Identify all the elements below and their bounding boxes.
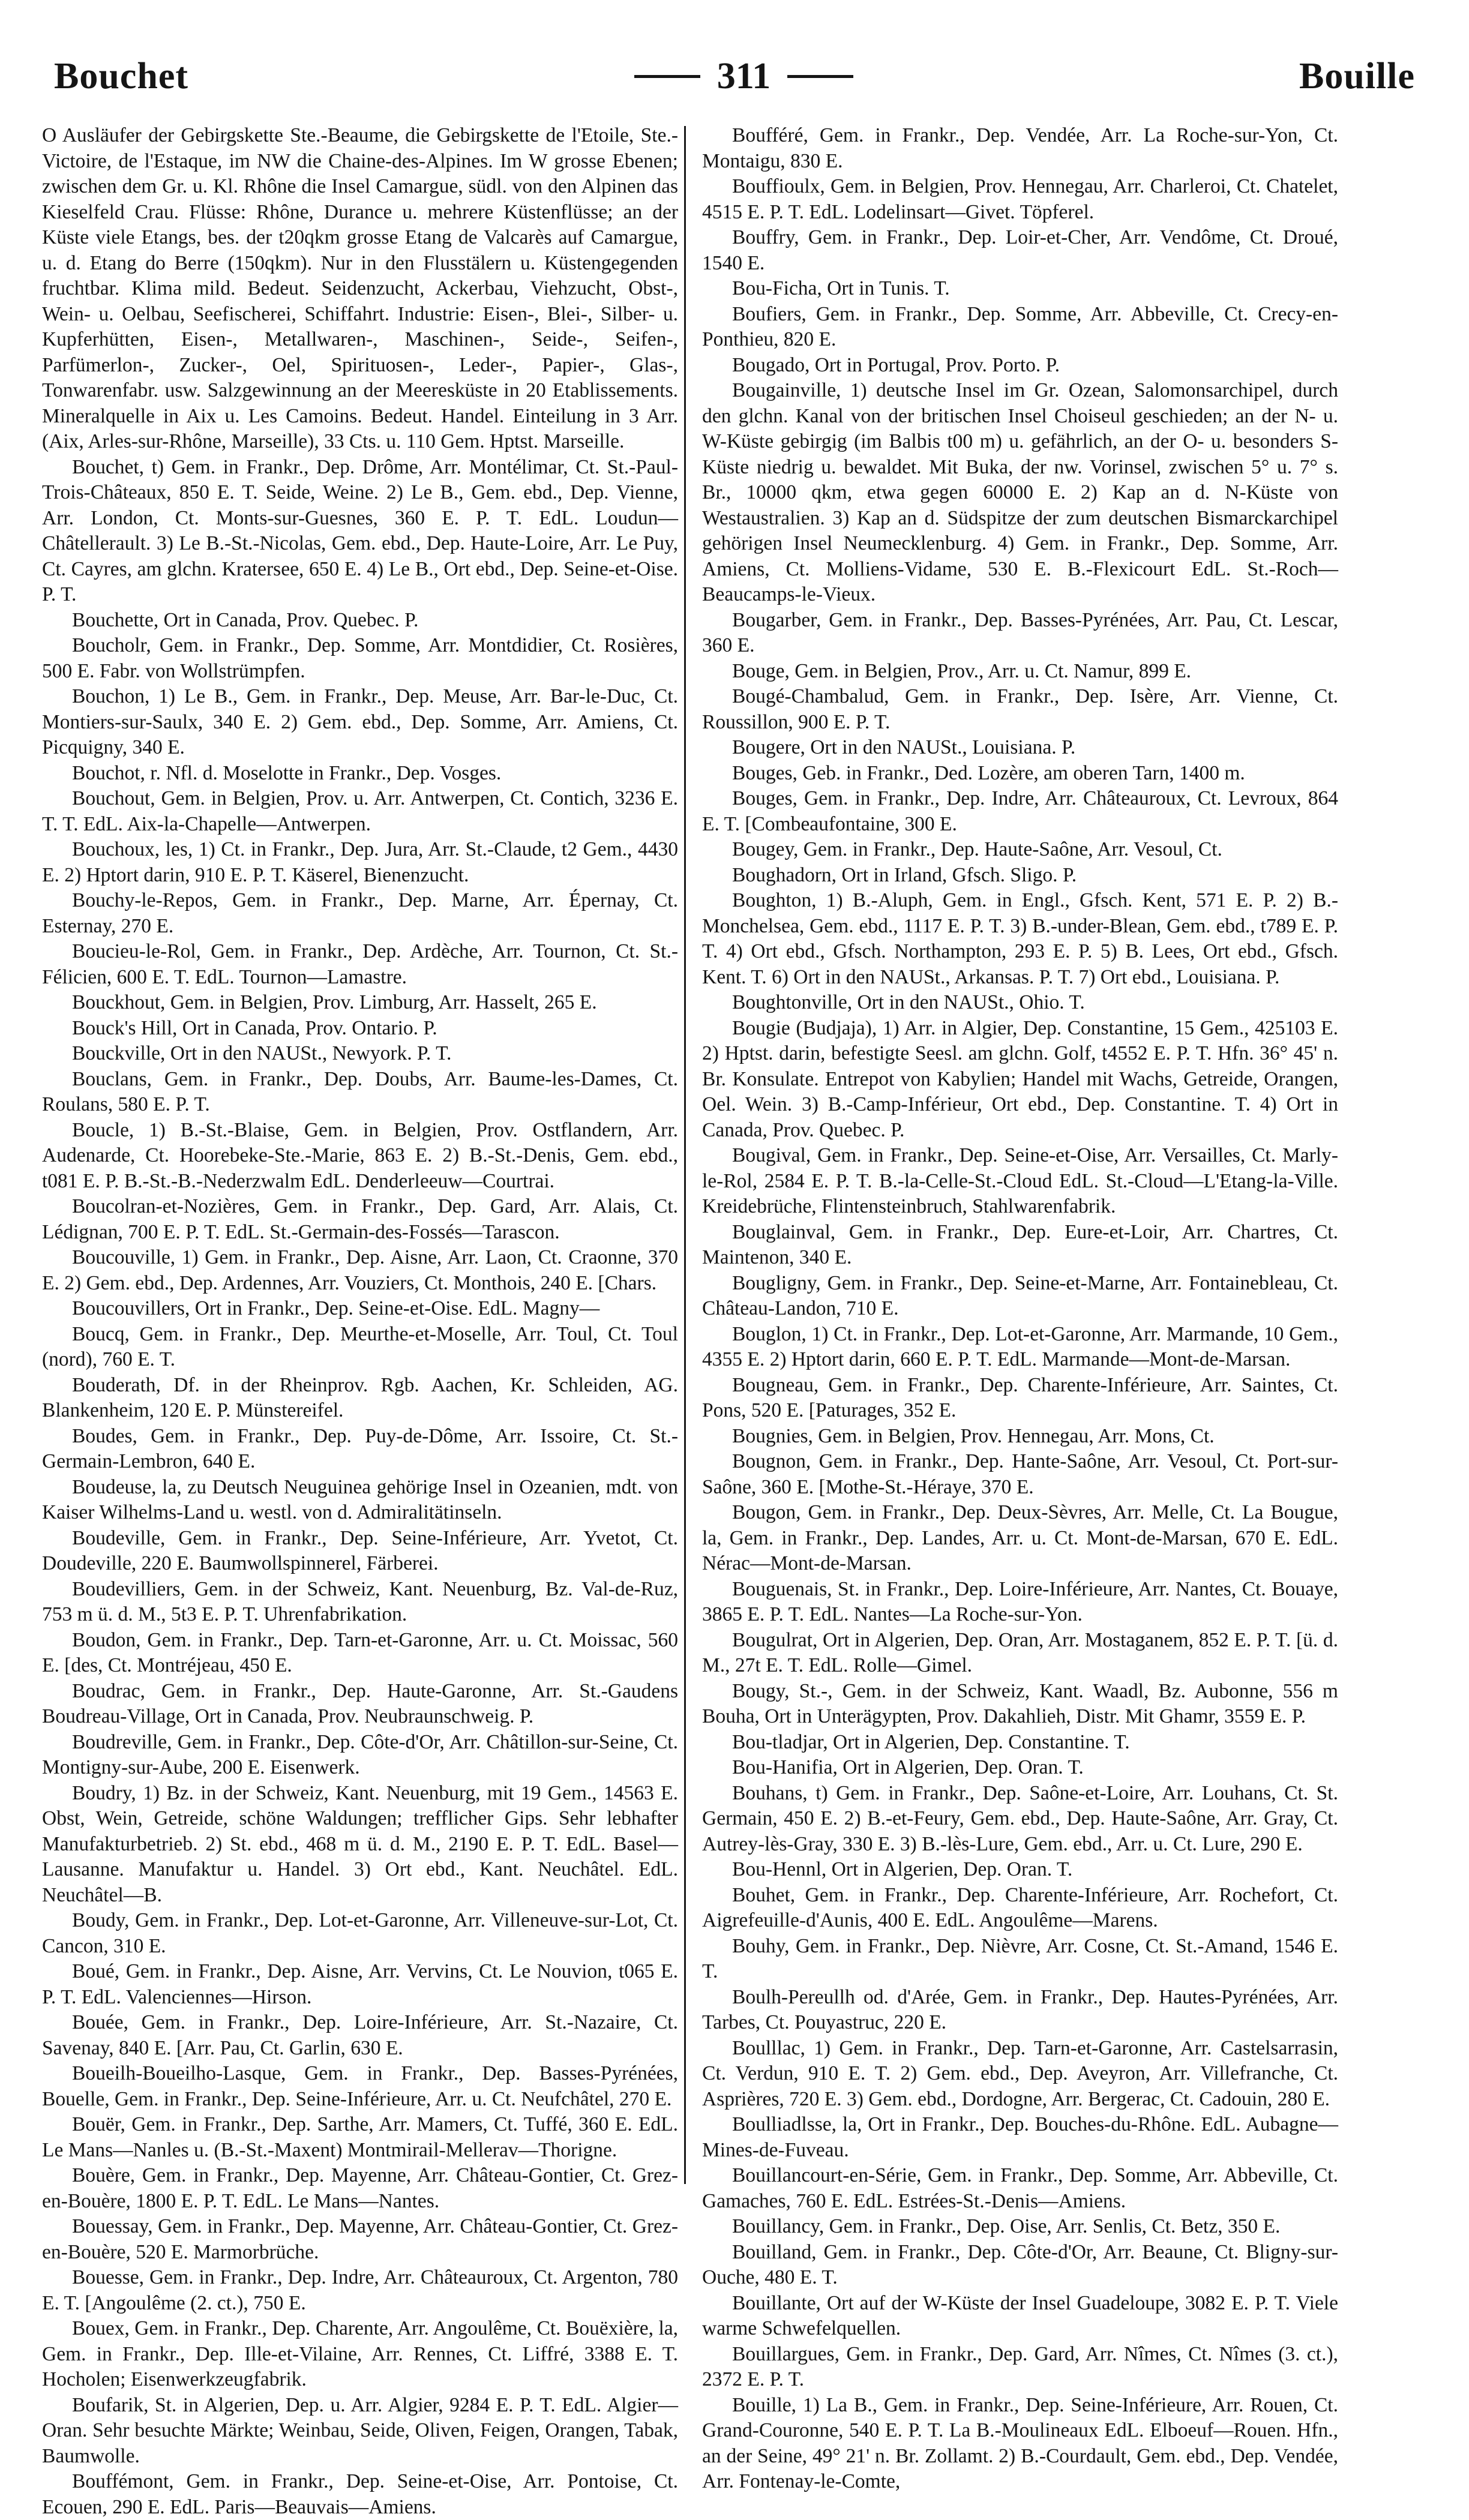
dictionary-entry: Bougarber, Gem. in Frankr., Dep. Basses-Pyrénées, Arr. Pau, Ct. Lescar, 360 E. (702, 608, 1338, 656)
dictionary-entry: Bougnies, Gem. in Belgien, Prov. Hennegau, Arr. Mons, Ct. (732, 1424, 1215, 1447)
dictionary-entry: Bouchy-le-Repos, Gem. in Frankr., Dep. Marne, Arr. Épernay, Ct. Esternay, 270 E. (42, 889, 678, 937)
dictionary-entry: Bouillargues, Gem. in Frankr., Dep. Gard, Arr. Nîmes, Ct. Nîmes (3. ct.), 2372 E. P. T. (702, 2342, 1338, 2390)
dictionary-entry: Bougainville, 1) deutsche Insel im Gr. Ozean, Salomonsarchipel, durch den glchn. Kanal von der britischen Insel Choiseul geschieden; an der N- u. W-Küste gebirgig (im Balbis t00 m) u. gefährlich, an der O- u. besonders S-Küste niedrig u. bewaldet. Mit Buka, der nw. Vorinsel, zwischen 5° u. 7° s. Br., 10000 qkm, etwa gegen 60000 E. 2) Kap an d. N-Küste von Westaustralien. 3) Kap an d. Südspitze der zum deutschen Bismarckarchipel gehörigen Insel Neumecklenburg. 4) Gem. in Frankr., Dep. Somme, Arr. Amiens, Ct. Molliens-Vidame, 530 E. B.-Flexicourt EdL. St.-Roch—Beaucamps-le-Vieux. (702, 379, 1338, 605)
dictionary-entry: Bougy, St.-, Gem. in der Schweiz, Kant. Waadl, Bz. Aubonne, 556 m Bouha, Ort in Unterägypten, Prov. Dakahlieh, Distr. Mit Ghamr, 3559 E. P. (702, 1679, 1338, 1727)
dictionary-entry: Bouckhout, Gem. in Belgien, Prov. Limburg, Arr. Hasselt, 265 E. (72, 991, 597, 1013)
dictionary-entry: Bougey, Gem. in Frankr., Dep. Haute-Saône, Arr. Vesoul, Ct. (732, 838, 1222, 860)
dictionary-entry: Bouër, Gem. in Frankr., Dep. Sarthe, Arr. Mamers, Ct. Tuffé, 360 E. EdL. Le Mans—Nanles u. (B.-St.-Maxent) Montmirail-Mellerav—Thorigne. (42, 2113, 678, 2161)
dictionary-entry: Bouges, Gem. in Frankr., Dep. Indre, Arr. Châteauroux, Ct. Levroux, 864 E. T. [Combeaufontaine, 300 E. (702, 787, 1338, 835)
dictionary-entry: Boulh-Pereullh od. d'Arée, Gem. in Frankr., Dep. Hautes-Pyrénées, Arr. Tarbes, Ct. Pouyastruc, 220 E. (702, 1985, 1338, 2033)
dictionary-entry: Boudeuse, la, zu Deutsch Neuguinea gehörige Insel in Ozeanien, mdt. von Kaiser Wilhelms-Land u. westl. von d. Admiralitätinseln. (42, 1475, 678, 1523)
dictionary-entry: Boueilh-Boueilho-Lasque, Gem. in Frankr., Dep. Basses-Pyrénées, Bouelle, Gem. in Frankr., Dep. Seine-Inférieure, Arr. u. Ct. Neufchâtel, 270 E. (42, 2062, 678, 2110)
dictionary-entry: Bou-Hennl, Ort in Algerien, Dep. Oran. T. (732, 1858, 1073, 1880)
dictionary-entry: Bougie (Budjaja), 1) Arr. in Algier, Dep. Constantine, 15 Gem., 425103 E. 2) Hptst. darin, befestigte Seesl. am glchn. Golf, t4552 E. P. T. Hfn. 36° 45' n. Br. Konsulate. Entrepot von Kabylien; Handel mit Wachs, Getreide, Orangen, Oel. Wein. 3) B.-Camp-Inférieur, Ort ebd., Dep. Constantine. T. 4) Ort in Canada, Prov. Quebec. P. (702, 1016, 1338, 1141)
dictionary-entry: Bouhans, t) Gem. in Frankr., Dep. Saône-et-Loire, Arr. Louhans, Ct. St. Germain, 450 E. 2) B.-et-Feury, Gem. ebd., Dep. Haute-Saône, Arr. Gray, Ct. Autrey-lès-Gray, 330 E. 3) B.-lès-Lure, Gem. ebd., Arr. u. Ct. Lure, 290 E. (702, 1781, 1338, 1855)
dictionary-entry: Boufiers, Gem. in Frankr., Dep. Somme, Arr. Abbeville, Ct. Crecy-en-Ponthieu, 820 E. (702, 302, 1338, 350)
dictionary-entry: Bouille, 1) La B., Gem. in Frankr., Dep. Seine-Inférieure, Arr. Rouen, Ct. Grand-Couronne, 540 E. P. T. La B.-Moulineaux EdL. Elboeuf—Rouen. Hfn., an der Seine, 49° 21' n. Br. Zollamt. 2) B.-Courdault, Gem. ebd., Dep. Vendée, Arr. Fontenay-le-Comte, (702, 2393, 1338, 2492)
dictionary-entry: Boughton, 1) B.-Aluph, Gem. in Engl., Gfsch. Kent, 571 E. P. 2) B.-Monchelsea, Gem. ebd., 1117 E. P. T. 3) B.-under-Blean, Gem. ebd., t789 E. P. T. 4) Ort ebd., Gfsch. Northampton, 293 E. P. 5) B. Lees, Ort ebd., Gfsch. Kent. T. 6) Ort in den NAUSt., Arkansas. P. T. 7) Ort ebd., Louisiana. P. (702, 889, 1338, 988)
dictionary-entry: Bouchon, 1) Le B., Gem. in Frankr., Dep. Meuse, Arr. Bar-le-Duc, Ct. Montiers-sur-Saulx, 340 E. 2) Gem. ebd., Dep. Somme, Arr. Amiens, Ct. Picquigny, 340 E. (42, 685, 678, 758)
dictionary-entry: Boucouvillers, Ort in Frankr., Dep. Seine-et-Oise. EdL. Magny— (72, 1297, 600, 1319)
dictionary-entry: Bou-Ficha, Ort in Tunis. T. (732, 277, 950, 299)
dictionary-entry: Bouchette, Ort in Canada, Prov. Quebec. P. (72, 608, 419, 631)
dictionary-entry: Bougneau, Gem. in Frankr., Dep. Charente-Inférieure, Arr. Saintes, Ct. Pons, 520 E. [Paturages, 352 E. (702, 1373, 1338, 1421)
header-left-word: Bouchet (54, 55, 188, 97)
dictionary-entry: Bouglon, 1) Ct. in Frankr., Dep. Lot-et-Garonne, Arr. Marmande, 10 Gem., 4355 E. 2) Hptort darin, 660 E. P. T. EdL. Marmande—Mont-de-Marsan. (702, 1322, 1338, 1370)
dictionary-entry: Bouillante, Ort auf der W-Küste der Insel Guadeloupe, 3082 E. P. T. Viele warme Schwefelquellen. (702, 2291, 1338, 2339)
dictionary-entry: Bougulrat, Ort in Algerien, Dep. Oran, Arr. Mostaganem, 852 E. P. T. [ü. d. M., 27t E. T. EdL. Rolle—Gimel. (702, 1628, 1338, 1676)
dictionary-entry: Bougligny, Gem. in Frankr., Dep. Seine-et-Marne, Arr. Fontainebleau, Ct. Château-Landon, 710 E. (702, 1271, 1338, 1319)
dictionary-entry: Bougé-Chambalud, Gem. in Frankr., Dep. Isère, Arr. Vienne, Ct. Roussillon, 900 E. P. T. (702, 685, 1338, 733)
dictionary-entry: Bouffioulx, Gem. in Belgien, Prov. Hennegau, Arr. Charleroi, Ct. Chatelet, 4515 E. P. T. EdL. Lodelinsart—Givet. Töpferel. (702, 175, 1338, 223)
dictionary-entry: Bouge, Gem. in Belgien, Prov., Arr. u. Ct. Namur, 899 E. (732, 659, 1192, 682)
dictionary-entry: Bou-tladjar, Ort in Algerien, Dep. Constantine. T. (732, 1730, 1130, 1753)
header-page-number-group (634, 55, 854, 98)
dictionary-entry: Boughtonville, Ort in den NAUSt., Ohio. T. (732, 991, 1085, 1013)
dictionary-entry: Boudrac, Gem. in Frankr., Dep. Haute-Garonne, Arr. St.-Gaudens Boudreau-Village, Ort in Canada, Prov. Neubraunschweig. P. (42, 1679, 678, 1727)
dictionary-entry: Bouffémont, Gem. in Frankr., Dep. Seine-et-Oise, Arr. Pontoise, Ct. Ecouen, 290 E. EdL. Paris—Beauvais—Amiens. (42, 2470, 678, 2518)
dictionary-entry: Boudes, Gem. in Frankr., Dep. Puy-de-Dôme, Arr. Issoire, Ct. St.-Germain-Lembron, 640 E. (42, 1424, 678, 1472)
dictionary-entry: Bouchoux, les, 1) Ct. in Frankr., Dep. Jura, Arr. St.-Claude, t2 Gem., 4430 E. 2) Hptort darin, 910 E. P. T. Käserel, Bienenzucht. (42, 838, 678, 886)
dictionary-entry: Bouhet, Gem. in Frankr., Dep. Charente-Inférieure, Arr. Rochefort, Ct. Aigrefeuille-d'Aunis, 400 E. EdL. Angoulême—Marens. (702, 1883, 1338, 1931)
dictionary-entry: Boudreville, Gem. in Frankr., Dep. Côte-d'Or, Arr. Châtillon-sur-Seine, Ct. Montigny-sur-Aube, 200 E. Eisenwerk. (42, 1730, 678, 1778)
dictionary-entry: Boudevilliers, Gem. in der Schweiz, Kant. Neuenburg, Bz. Val-de-Ruz, 753 m ü. d. M., 5t3 E. P. T. Uhrenfabrikation. (42, 1577, 678, 1625)
dictionary-entry: Boudy, Gem. in Frankr., Dep. Lot-et-Garonne, Arr. Villeneuve-sur-Lot, Ct. Cancon, 310 E. (42, 1909, 678, 1957)
dictionary-entry: O Ausläufer der Gebirgskette Ste.-Beaume, die Gebirgskette de l'Etoile, Ste.-Victoire, de l'Estaque, im NW die Chaine-des-Alpines. Im W grosse Ebenen; zwischen dem Gr. u. Kl. Rhône die Insel Camargue, südl. von den Alpinen das Kieselfeld Crau. Flüsse: Rhône, Durance u. mehrere Küstenflüsse; an der Küste viele Etangs, bes. der t20qkm grosse Etang de Valcarès auf Camargue, u. d. Etang do Berre (150qkm). Nur in den Flusstälern u. Küstengegenden fruchtbar. Klima mild. Bedeut. Seidenzucht, Ackerbau, Viehzucht, Obst-, Wein- u. Oelbau, Seefischerei, Schiffahrt. Industrie: Eisen-, Blei-, Silber- u. Kupferhütten, Eisen-, Metallwaren-, Maschinen-, Seide-, Seifen-, Parfümerlon-, Zucker-, Oel, Spirituosen-, Leder-, Papier-, Glas-, Tonwarenfabr. usw. Salzgewinnung an der Meeresküste in 20 Etablissements. Mineralquelle in Aix u. Les Camoins. Bedeut. Handel. Einteilung in 3 Arr. (Aix, Arles-sur-Rhône, Marseille), 33 Cts. u. 110 Gem. Hptst. Marseille. (42, 124, 678, 452)
dictionary-entry: Bouffry, Gem. in Frankr., Dep. Loir-et-Cher, Arr. Vendôme, Ct. Droué, 1540 E. (702, 226, 1338, 274)
dictionary-entry: Bouchet, t) Gem. in Frankr., Dep. Drôme, Arr. Montélimar, Ct. St.-Paul-Trois-Châteaux, 850 E. T. Seide, Weine. 2) Le B., Gem. ebd., Dep. Vienne, Arr. London, Ct. Monts-sur-Guesnes, 360 E. P. T. EdL. Loudun—Châtellerault. 3) Le B.-St.-Nicolas, Gem. ebd., Dep. Haute-Loire, Arr. Le Puy, Ct. Cayres, am glchn. Kratersee, 650 E. 4) Le B., Ort ebd., Dep. Seine-et-Oise. P. T. (42, 455, 678, 605)
dictionary-entry: Boucouville, 1) Gem. in Frankr., Dep. Aisne, Arr. Laon, Ct. Craonne, 370 E. 2) Gem. ebd., Dep. Ardennes, Arr. Vouziers, Ct. Monthois, 240 E. [Chars. (42, 1246, 678, 1294)
dictionary-entry: Boulliadlsse, la, Ort in Frankr., Dep. Bouches-du-Rhône. EdL. Aubagne—Mines-de-Fuveau. (702, 2113, 1338, 2161)
dictionary-entry: Bouck's Hill, Ort in Canada, Prov. Ontario. P. (72, 1016, 437, 1039)
dictionary-entry: Boughadorn, Ort in Irland, Gfsch. Sligo. P. (732, 863, 1077, 886)
dictionary-entry: Bouhy, Gem. in Frankr., Dep. Nièvre, Arr. Cosne, Ct. St.-Amand, 1546 E. T. (702, 1934, 1338, 1982)
dictionary-entry: Bouglainval, Gem. in Frankr., Dep. Eure-et-Loir, Arr. Chartres, Ct. Maintenon, 340 E. (702, 1220, 1338, 1268)
dictionary-entry: Boucholr, Gem. in Frankr., Dep. Somme, Arr. Montdidier, Ct. Rosières, 500 E. Fabr. von Wollstrümpfen. (42, 634, 678, 682)
dictionary-entry: Boucieu-le-Rol, Gem. in Frankr., Dep. Ardèche, Arr. Tournon, Ct. St.-Félicien, 600 E. T. EdL. Tournon—Lamastre. (42, 940, 678, 988)
dictionary-entry: Boué, Gem. in Frankr., Dep. Aisne, Arr. Vervins, Ct. Le Nouvion, t065 E. P. T. EdL. Valenciennes—Hirson. (42, 1960, 678, 2008)
dictionary-entry: Bougival, Gem. in Frankr., Dep. Seine-et-Oise, Arr. Versailles, Ct. Marly-le-Rol, 2584 E. P. T. B.-la-Celle-St.-Cloud EdL. St.-Cloud—L'Etang-la-Ville. Kreidebrüche, Flintensteinbruch, Stahlwarenfabrik. (702, 1144, 1338, 1217)
dictionary-entry: Bougado, Ort in Portugal, Prov. Porto. P. (732, 353, 1060, 376)
dictionary-entry: Bouderath, Df. in der Rheinprov. Rgb. Aachen, Kr. Schleiden, AG. Blankenheim, 120 E. P. Münstereifel. (42, 1373, 678, 1421)
dictionary-entry: Boudon, Gem. in Frankr., Dep. Tarn-et-Garonne, Arr. u. Ct. Moissac, 560 E. [des, Ct. Montréjeau, 450 E. (42, 1628, 678, 1676)
dictionary-entry: Boucq, Gem. in Frankr., Dep. Meurthe-et-Moselle, Arr. Toul, Ct. Toul (nord), 760 E. T. (42, 1322, 678, 1370)
dictionary-entry: Bouckville, Ort in den NAUSt., Newyork. P. T. (72, 1042, 452, 1064)
dictionary-entry: Bouesse, Gem. in Frankr., Dep. Indre, Arr. Châteauroux, Ct. Argenton, 780 E. T. [Angoulême (2. ct.), 750 E. (42, 2266, 678, 2314)
dictionary-entry: Bouchot, r. Nfl. d. Moselotte in Frankr., Dep. Vosges. (72, 761, 502, 784)
dictionary-entry: Boudry, 1) Bz. in der Schweiz, Kant. Neuenburg, mit 19 Gem., 14563 E. Obst, Wein, Getreide, schöne Waldungen; trefflicher Gips. Sehr lebhafter Manufakturbetrieb. 2) St. ebd., 468 m ü. d. M., 2190 E. P. T. EdL. Basel—Lausanne. Manufaktur u. Handel. 3) Ort ebd., Kant. Neuchâtel. EdL. Neuchâtel—B. (42, 1781, 678, 1906)
dictionary-entry: Bougnon, Gem. in Frankr., Dep. Hante-Saône, Arr. Vesoul, Ct. Port-sur-Saône, 360 E. [Mothe-St.-Héraye, 370 E. (702, 1450, 1338, 1498)
dictionary-entry: Boudeville, Gem. in Frankr., Dep. Seine-Inférieure, Arr. Yvetot, Ct. Doudeville, 220 E. Baumwollspinnerel, Färberei. (42, 1526, 678, 1574)
header-dash-right (787, 75, 853, 78)
dictionary-entry: Bouée, Gem. in Frankr., Dep. Loire-Inférieure, Arr. St.-Nazaire, Ct. Savenay, 840 E. [Arr. Pau, Ct. Garlin, 630 E. (42, 2011, 678, 2059)
dictionary-entry: Boucle, 1) B.-St.-Blaise, Gem. in Belgien, Prov. Ostflandern, Arr. Audenarde, Ct. Hoorebeke-Ste.-Marie, 863 E. 2) B.-St.-Denis, Gem. ebd., t081 E. P. B.-St.-B.-Nederzwalm EdL. Denderleeuw—Courtrai. (42, 1118, 678, 1192)
dictionary-entry: Bouex, Gem. in Frankr., Dep. Charente, Arr. Angoulême, Ct. Bouëxière, la, Gem. in Frankr., Dep. Ille-et-Vilaine, Arr. Rennes, Ct. Liffré, 3388 E. T. Hocholen; Eisenwerkzeugfabrik. (42, 2317, 678, 2390)
dictionary-entry: Bouguenais, St. in Frankr., Dep. Loire-Inférieure, Arr. Nantes, Ct. Bouaye, 3865 E. P. T. EdL. Nantes—La Roche-sur-Yon. (702, 1577, 1338, 1625)
left-column (42, 123, 678, 2518)
dictionary-entry: Boucolran-et-Nozières, Gem. in Frankr., Dep. Gard, Arr. Alais, Ct. Lédignan, 700 E. P. T. EdL. St.-Germain-des-Fossés—Tarascon. (42, 1195, 678, 1243)
dictionary-entry: Bougere, Ort in den NAUSt., Louisiana. P. (732, 736, 1076, 758)
dictionary-entry: Boulllac, 1) Gem. in Frankr., Dep. Tarn-et-Garonne, Arr. Castelsarrasin, Ct. Verdun, 910 E. T. 2) Gem. ebd., Dep. Aveyron, Arr. Villefranche, Ct. Asprières, 720 E. 3) Gem. ebd., Dordogne, Arr. Bergerac, Ct. Cadouin, 280 E. (702, 2036, 1338, 2110)
dictionary-entry: Bouère, Gem. in Frankr., Dep. Mayenne, Arr. Château-Gontier, Ct. Grez-en-Bouère, 1800 E. P. T. EdL. Le Mans—Nantes. (42, 2164, 678, 2212)
dictionary-entry: Bouchout, Gem. in Belgien, Prov. u. Arr. Antwerpen, Ct. Contich, 3236 E. T. T. EdL. Aix-la-Chapelle—Antwerpen. (42, 787, 678, 835)
page-header (54, 43, 1415, 109)
dictionary-entry: Bouges, Geb. in Frankr., Ded. Lozère, am oberen Tarn, 1400 m. (732, 761, 1245, 784)
dictionary-entry: Bougon, Gem. in Frankr., Dep. Deux-Sèvres, Arr. Melle, Ct. La Bougue, la, Gem. in Frankr., Dep. Landes, Arr. u. Ct. Mont-de-Marsan, 670 E. EdL. Nérac—Mont-de-Marsan. (702, 1501, 1338, 1574)
dictionary-entry: Bouilland, Gem. in Frankr., Dep. Côte-d'Or, Arr. Beaune, Ct. Bligny-sur-Ouche, 480 E. T. (702, 2240, 1338, 2288)
column-divider (684, 126, 686, 2184)
dictionary-entry: Boufféré, Gem. in Frankr., Dep. Vendée, Arr. La Roche-sur-Yon, Ct. Montaigu, 830 E. (702, 124, 1338, 172)
dictionary-entry: Boufarik, St. in Algerien, Dep. u. Arr. Algier, 9284 E. P. T. EdL. Algier—Oran. Sehr besuchte Märkte; Weinbau, Seide, Oliven, Feigen, Orangen, Tabak, Baumwolle. (42, 2393, 678, 2467)
dictionary-entry: Bouillancourt-en-Série, Gem. in Frankr., Dep. Somme, Arr. Abbeville, Ct. Gamaches, 760 E. EdL. Estrées-St.-Denis—Amiens. (702, 2164, 1338, 2212)
dictionary-entry: Bouessay, Gem. in Frankr., Dep. Mayenne, Arr. Château-Gontier, Ct. Grez-en-Bouère, 520 E. Marmorbrüche. (42, 2215, 678, 2263)
dictionary-entry: Bouclans, Gem. in Frankr., Dep. Doubs, Arr. Baume-les-Dames, Ct. Roulans, 580 E. P. T. (42, 1067, 678, 1115)
page-number: 311 (716, 55, 771, 97)
dictionary-entry: Bouillancy, Gem. in Frankr., Dep. Oise, Arr. Senlis, Ct. Betz, 350 E. (732, 2215, 1281, 2237)
dictionary-entry: Bou-Hanifia, Ort in Algerien, Dep. Oran. T. (732, 1756, 1084, 1778)
header-dash-left (634, 75, 700, 78)
right-column (702, 123, 1338, 2492)
header-right-word: Bouille (1299, 55, 1415, 97)
